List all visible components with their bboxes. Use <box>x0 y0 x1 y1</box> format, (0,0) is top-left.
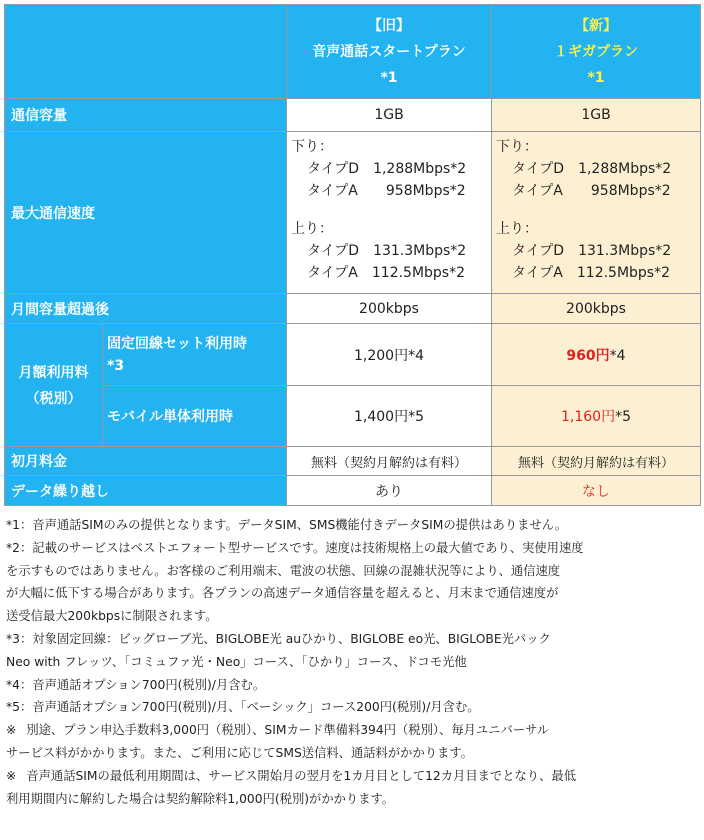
mobile-only-new-note: *5 <box>615 409 631 425</box>
monthly-label-line1: 月額利用料 <box>18 365 89 381</box>
fixed-set-new-price: 960円 <box>566 347 610 364</box>
header-row <box>5 5 701 99</box>
new-plan-footnote: *1 <box>587 69 605 86</box>
speed-down-type-a: タイプA 958Mbps*2 <box>512 183 671 199</box>
footnote-text: 音声通話SIMのみの提供となります。データSIM、SMS機能付きデータSIMの提供はありません。 <box>32 518 568 532</box>
old-plan-tag: 【旧】 <box>368 17 410 34</box>
footnote-text: 音声通話オプション700円(税別)/月、「ベーシック」コース200円(税別)/月含む。 <box>32 700 480 715</box>
carryover-new: なし <box>492 476 701 506</box>
row-first-month <box>5 447 701 476</box>
header-corner-cell <box>5 5 287 99</box>
fixed-set-old: 1,200円*4 <box>287 324 492 386</box>
row-carryover <box>5 476 701 506</box>
old-plan-name: 音声通話スタートプラン <box>312 43 466 60</box>
speed-old <box>287 132 492 294</box>
row-over-limit <box>5 294 701 324</box>
row-label-fixed-set <box>103 324 287 386</box>
row-label-first-month: 初月料金 <box>5 447 287 476</box>
note-asterisk-1 <box>6 719 700 765</box>
footnote-mark: *4： <box>6 677 33 692</box>
speed-down-type-d: タイプD 1,288Mbps*2 <box>512 161 672 177</box>
footnote-3 <box>6 628 700 674</box>
footnote-text: 対象固定回線：ビッグローブ光、BIGLOBE光 auひかり、BIGLOBE eo光、BIGLOBE光パック <box>32 631 551 646</box>
mobile-only-new <box>492 386 701 447</box>
fixed-set-label-line1: 固定回線セット利用時 <box>107 335 247 352</box>
capacity-new: 1GB <box>492 99 701 132</box>
footnote-5 <box>6 696 700 719</box>
speed-up-type-d: タイプD 131.3Mbps*2 <box>512 243 672 259</box>
note-text: 利用期間内に解約した場合は契約解除料1,000円(税別)がかかります。 <box>6 791 395 806</box>
footnote-mark: *1： <box>6 518 33 532</box>
speed-down-type-d: タイプD 1,288Mbps*2 <box>307 161 467 177</box>
row-label-monthly <box>5 324 103 447</box>
row-label-mobile-only: モバイル単体利用時 <box>103 386 287 447</box>
speed-new <box>492 132 701 294</box>
footnote-text: 音声通話オプション700円(税別)/月含む。 <box>32 677 266 692</box>
fixed-set-new <box>492 324 701 386</box>
mobile-only-new-price: 1,160円 <box>560 409 616 425</box>
footnote-text: Neo with フレッツ、「コミュファ光・Neo」コース、「ひかり」コース、ドコモ光他 <box>6 654 467 669</box>
row-label-carryover: データ繰り越し <box>5 476 287 506</box>
speed-up-type-d: タイプD 131.3Mbps*2 <box>307 243 467 259</box>
over-limit-old: 200kbps <box>287 294 492 324</box>
plan-comparison-table <box>4 4 701 506</box>
footnote-text: を示すものではありません。お客様のご利用端末、電波の状態、回線の混雑状況等により、通信速度 <box>6 563 561 578</box>
footnote-mark: *5： <box>6 700 33 715</box>
footnote-text: 記載のサービスはベストエフォート型サービスです。速度は技術規格上の最大値であり、実使用速度 <box>32 540 584 555</box>
row-label-capacity: 通信容量 <box>5 99 287 132</box>
row-label-over-limit: 月間容量超過後 <box>5 294 287 324</box>
monthly-label-line2: （税別） <box>25 391 82 407</box>
speed-down-type-a: タイプA 958Mbps*2 <box>307 183 466 199</box>
mobile-only-old: 1,400円*5 <box>287 386 492 447</box>
old-plan-footnote: *1 <box>380 69 398 86</box>
header-old-plan <box>287 5 492 99</box>
speed-up-label: 上り： <box>496 221 538 237</box>
footnote-1 <box>6 514 700 537</box>
speed-up-type-a: タイプA 112.5Mbps*2 <box>512 265 671 281</box>
row-speed <box>5 132 701 294</box>
first-month-new: 無料（契約月解約は有料） <box>492 447 701 476</box>
footnote-4 <box>6 674 700 697</box>
note-asterisk-2 <box>6 765 700 811</box>
fixed-set-new-note: *4 <box>609 347 626 364</box>
row-monthly-fixed <box>5 324 701 386</box>
over-limit-new: 200kbps <box>492 294 701 324</box>
footnote-mark: *3： <box>6 631 33 646</box>
header-new-plan <box>492 5 701 99</box>
fixed-set-label-line2: *3 <box>107 357 125 374</box>
first-month-old: 無料（契約月解約は有料） <box>287 447 492 476</box>
footnote-text: が大幅に低下する場合があります。各プランの高速データ通信容量を超えると、月末まで通信速度が <box>6 586 559 601</box>
note-text: 音声通話SIMの最低利用期間は、サービス開始月の翌月を1カ月目として12カ月目までとなり、最低 <box>26 768 576 783</box>
note-mark: ※ <box>6 768 17 783</box>
carryover-old: あり <box>287 476 492 506</box>
row-label-speed: 最大通信速度 <box>5 132 287 294</box>
new-plan-name: １ギガプラン <box>554 43 638 60</box>
row-capacity <box>5 99 701 132</box>
row-monthly-mobile <box>5 386 701 447</box>
speed-up-type-a: タイプA 112.5Mbps*2 <box>307 265 466 281</box>
speed-down-label: 下り： <box>496 139 538 155</box>
footnote-mark: *2： <box>6 540 33 555</box>
footnotes <box>6 514 700 810</box>
new-plan-tag: 【新】 <box>575 17 617 34</box>
note-mark: ※ <box>6 723 17 738</box>
speed-down-label: 下り： <box>291 139 333 155</box>
footnote-2 <box>6 537 700 628</box>
capacity-old: 1GB <box>287 99 492 132</box>
note-text: サービス料がかかります。また、ご利用に応じてSMS送信料、通話料がかかります。 <box>6 745 473 760</box>
footnote-text: 送受信最大200kbpsに制限されます。 <box>6 609 218 624</box>
note-text: 別途、プラン申込手数料3,000円（税別）、SIMカード準備料394円（税別）、毎月ユニバーサル <box>26 723 550 738</box>
speed-up-label: 上り： <box>291 221 333 237</box>
